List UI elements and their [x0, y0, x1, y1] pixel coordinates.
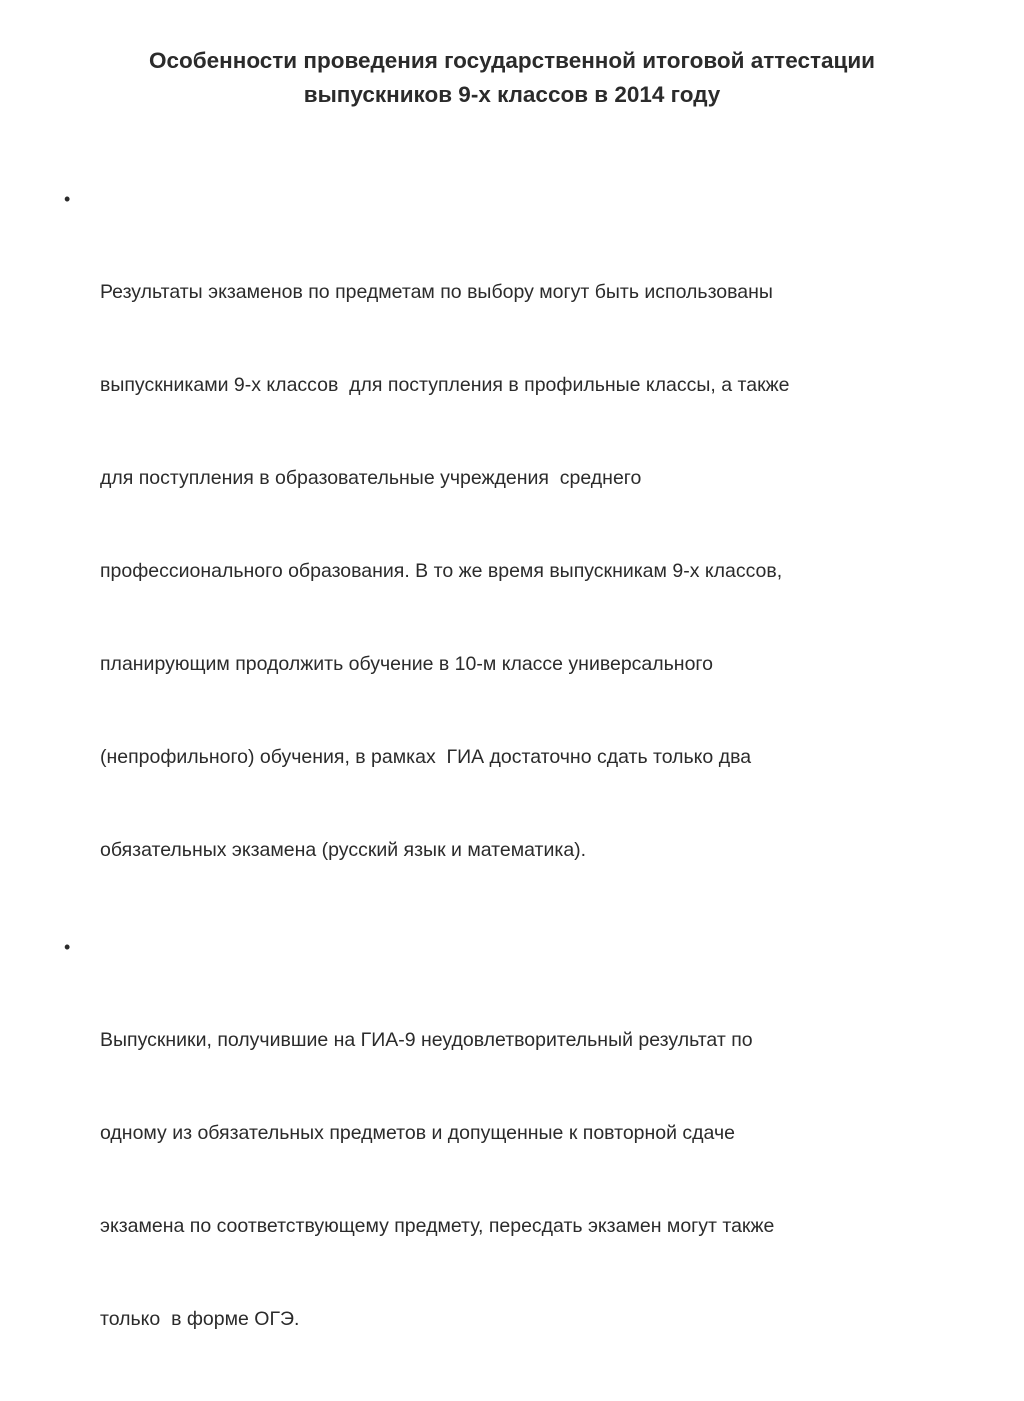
bullet-item-2 [60, 932, 940, 1397]
bullet-1-line-5: планирующим продолжить обучение в 10-м классе универсального [100, 653, 713, 675]
bullet-1-line-1: Результаты экзаменов по предметам по выбору могут быть использованы [100, 281, 773, 303]
bullet-icon: • [64, 189, 71, 209]
bullet-1-line-7: обязательных экзамена (русский язык и математика). [100, 839, 587, 861]
bullet-1-line-6: (непрофильного) обучения, в рамках ГИА достаточно сдать только два [100, 746, 752, 768]
bullet-2-line-2: одному из обязательных предметов и допущенные к повторной сдаче [100, 1122, 735, 1144]
bullet-icon: • [64, 937, 71, 957]
slide-title-line-1: Особенности проведения государственной итоговой аттестации [148, 48, 876, 73]
bullet-2-line-3: экзамена по соответствующему предмету, пересдать экзамен могут также [100, 1215, 775, 1237]
slide-title-line-2: выпускников 9-х классов в 2014 году [303, 82, 721, 107]
bullet-list [60, 184, 940, 1401]
bullet-item-1 [60, 184, 940, 928]
bullet-1-line-3: для поступления в образовательные учреждения среднего [100, 467, 642, 489]
slide-title [80, 44, 944, 112]
bullet-1-line-4: профессионального образования. В то же время выпускникам 9-х классов, [100, 560, 783, 582]
bullet-2-line-1: Выпускники, получившие на ГИА-9 неудовлетворительный результат по [100, 1029, 753, 1051]
bullet-2-line-4: только в форме ОГЭ. [100, 1308, 300, 1330]
bullet-1-line-2: выпускниками 9-х классов для поступления в профильные классы, а также [100, 374, 790, 396]
